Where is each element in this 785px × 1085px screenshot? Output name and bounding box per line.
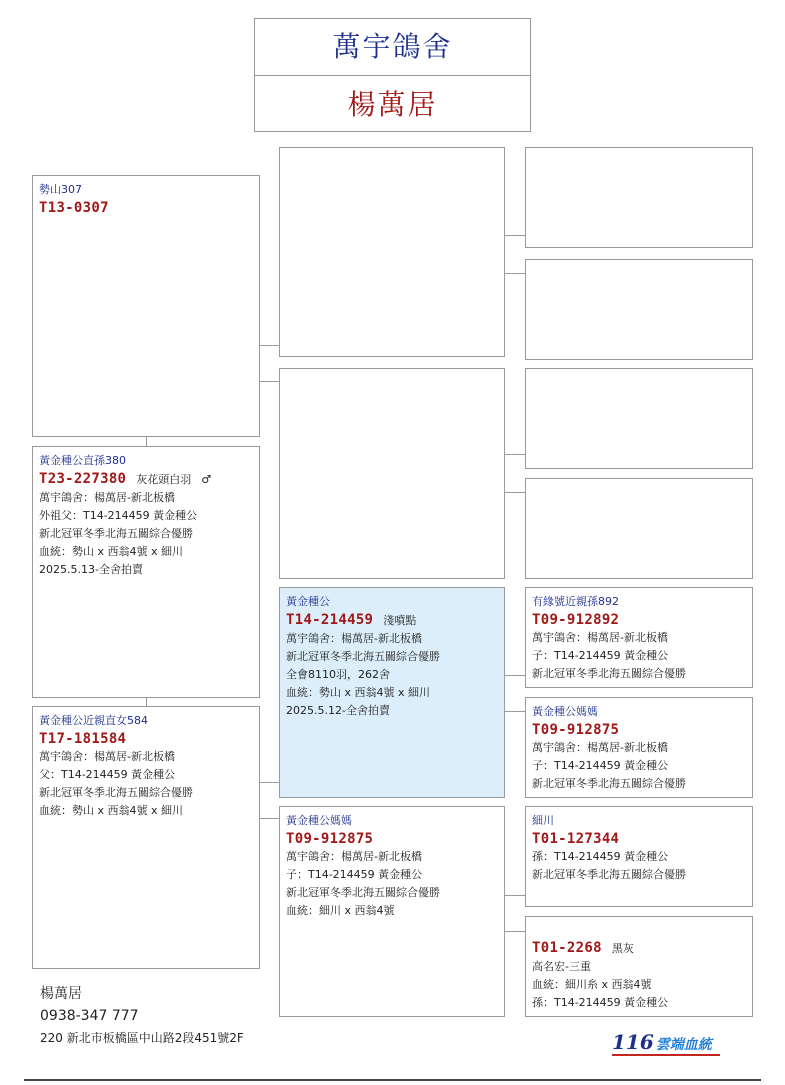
dam-dam-card[interactable] (279, 806, 505, 1017)
info-line: 萬宇鴿舍：楊萬居-新北板橋 (39, 750, 175, 763)
pigeon-name: 黃金種公近親直女584 (39, 714, 148, 727)
info-line: 全會8110羽，262舍 (286, 668, 390, 681)
pigeon-name: 有緣號近親孫892 (532, 595, 619, 608)
ring-number: T23-227380 (39, 471, 127, 487)
sire-sire-card[interactable] (279, 147, 505, 357)
info-line: 新北冠軍冬季北海五關綜合優勝 (39, 527, 193, 540)
connector (505, 273, 525, 274)
connector (505, 931, 525, 932)
ggp-card-1[interactable] (525, 147, 753, 248)
footer-name: 楊萬居 (40, 986, 82, 1002)
ring-number: T13-0307 (39, 200, 109, 216)
pigeon-name: 黃金種公媽媽 (286, 814, 352, 827)
title-box (254, 18, 531, 132)
dsire-dam-card[interactable] (525, 697, 753, 798)
info-line: 2025.5.13-全舍拍賣 (39, 563, 143, 576)
sire-card[interactable] (32, 175, 260, 437)
logo-number: 116 (612, 1030, 654, 1054)
info-line: 孫：T14-214459 黃金種公 (532, 996, 669, 1009)
ggp-card-2[interactable] (525, 259, 753, 360)
info-line: 2025.5.12-全舍拍賣 (286, 704, 390, 717)
info-line: 父：T14-214459 黃金種公 (39, 768, 176, 781)
ddam-dam-card[interactable] (525, 916, 753, 1017)
info-line: 子：T14-214459 黃金種公 (286, 868, 423, 881)
info-line: 萬宇鴿舍：楊萬居-新北板橋 (286, 850, 422, 863)
dam-card[interactable] (32, 706, 260, 969)
ring-number: T14-214459 (286, 612, 374, 628)
ring-number: T09-912892 (532, 612, 620, 628)
info-line: 血統：勢山 x 西翁4號 x 細川 (39, 804, 184, 817)
info-line: 新北冠軍冬季北海五關綜合優勝 (286, 886, 440, 899)
ring-number: T01-127344 (532, 831, 620, 847)
info-line: 外祖父：T14-214459 黃金種公 (39, 509, 198, 522)
sire-dam-card[interactable] (279, 368, 505, 579)
footer-address: 220 新北市板橋區中山路2段451號2F (40, 1031, 244, 1045)
pigeon-name: 黃金種公媽媽 (532, 705, 598, 718)
owner-name: 楊萬居 (347, 88, 438, 121)
pigeon-name: 勢山307 (39, 183, 82, 196)
info-line: 血統：細川 x 西翁4號 (286, 904, 395, 917)
connector (505, 492, 525, 493)
ggp-card-4[interactable] (525, 478, 753, 579)
logo-text: 雲端血統 (655, 1037, 712, 1053)
info-line: 新北冠軍冬季北海五關綜合優勝 (532, 667, 686, 680)
info-line: 新北冠軍冬季北海五關綜合優勝 (39, 786, 193, 799)
info-line: 孫：T14-214459 黃金種公 (532, 850, 669, 863)
connector (146, 698, 147, 706)
info-line: 萬宇鴿舍：楊萬居-新北板橋 (286, 632, 422, 645)
connector (505, 235, 525, 236)
info-line: 子：T14-214459 黃金種公 (532, 759, 669, 772)
pigeon-name: 黃金種公直孫380 (39, 454, 126, 467)
contact-footer (40, 983, 244, 1049)
connector (260, 818, 279, 819)
connector (505, 675, 525, 676)
ring-number: T09-912875 (532, 722, 620, 738)
info-line: 血統：勢山 x 西翁4號 x 細川 (286, 686, 431, 699)
ring-number: T01-2268 (532, 940, 602, 956)
info-line: 萬宇鴿舍：楊萬居-新北板橋 (532, 741, 668, 754)
info-line: 子：T14-214459 黃金種公 (532, 649, 669, 662)
info-line: 血統：細川糸 x 西翁4號 (532, 978, 652, 991)
sex-symbol: ♂ (201, 473, 212, 486)
pigeon-name: 黃金種公 (286, 595, 330, 608)
info-line: 新北冠軍冬季北海五關綜合優勝 (286, 650, 440, 663)
bottom-rule (24, 1079, 761, 1081)
connector (505, 454, 525, 455)
connector (146, 437, 147, 446)
ring-number: T17-181584 (39, 731, 127, 747)
info-line: 萬宇鴿舍：楊萬居-新北板橋 (39, 491, 175, 504)
subject-card[interactable] (32, 446, 260, 698)
ring-number: T09-912875 (286, 831, 374, 847)
ggp-card-3[interactable] (525, 368, 753, 469)
footer-phone: 0938-347 777 (40, 1008, 139, 1024)
pigeon-color: 黑灰 (611, 942, 634, 955)
connector (505, 711, 525, 712)
connector (260, 381, 279, 382)
connector (260, 345, 279, 346)
loft-name: 萬宇鴿舍 (255, 19, 530, 76)
pigeon-color: 淺噴點 (383, 614, 417, 627)
pigeon-name: 細川 (532, 814, 554, 827)
connector (505, 895, 525, 896)
dam-sire-card[interactable] (279, 587, 505, 798)
pigeon-color: 灰花頭白羽 (136, 473, 192, 486)
info-line: 萬宇鴿舍：楊萬居-新北板橋 (532, 631, 668, 644)
connector (260, 782, 279, 783)
dsire-sire-card[interactable] (525, 587, 753, 688)
logo-underline (612, 1054, 720, 1056)
ddam-sire-card[interactable] (525, 806, 753, 907)
info-line: 高名宏-三重 (532, 960, 591, 973)
info-line: 新北冠軍冬季北海五關綜合優勝 (532, 777, 686, 790)
info-line: 新北冠軍冬季北海五關綜合優勝 (532, 868, 686, 881)
brand-logo (612, 1030, 712, 1054)
info-line: 血統：勢山 x 西翁4號 x 細川 (39, 545, 184, 558)
